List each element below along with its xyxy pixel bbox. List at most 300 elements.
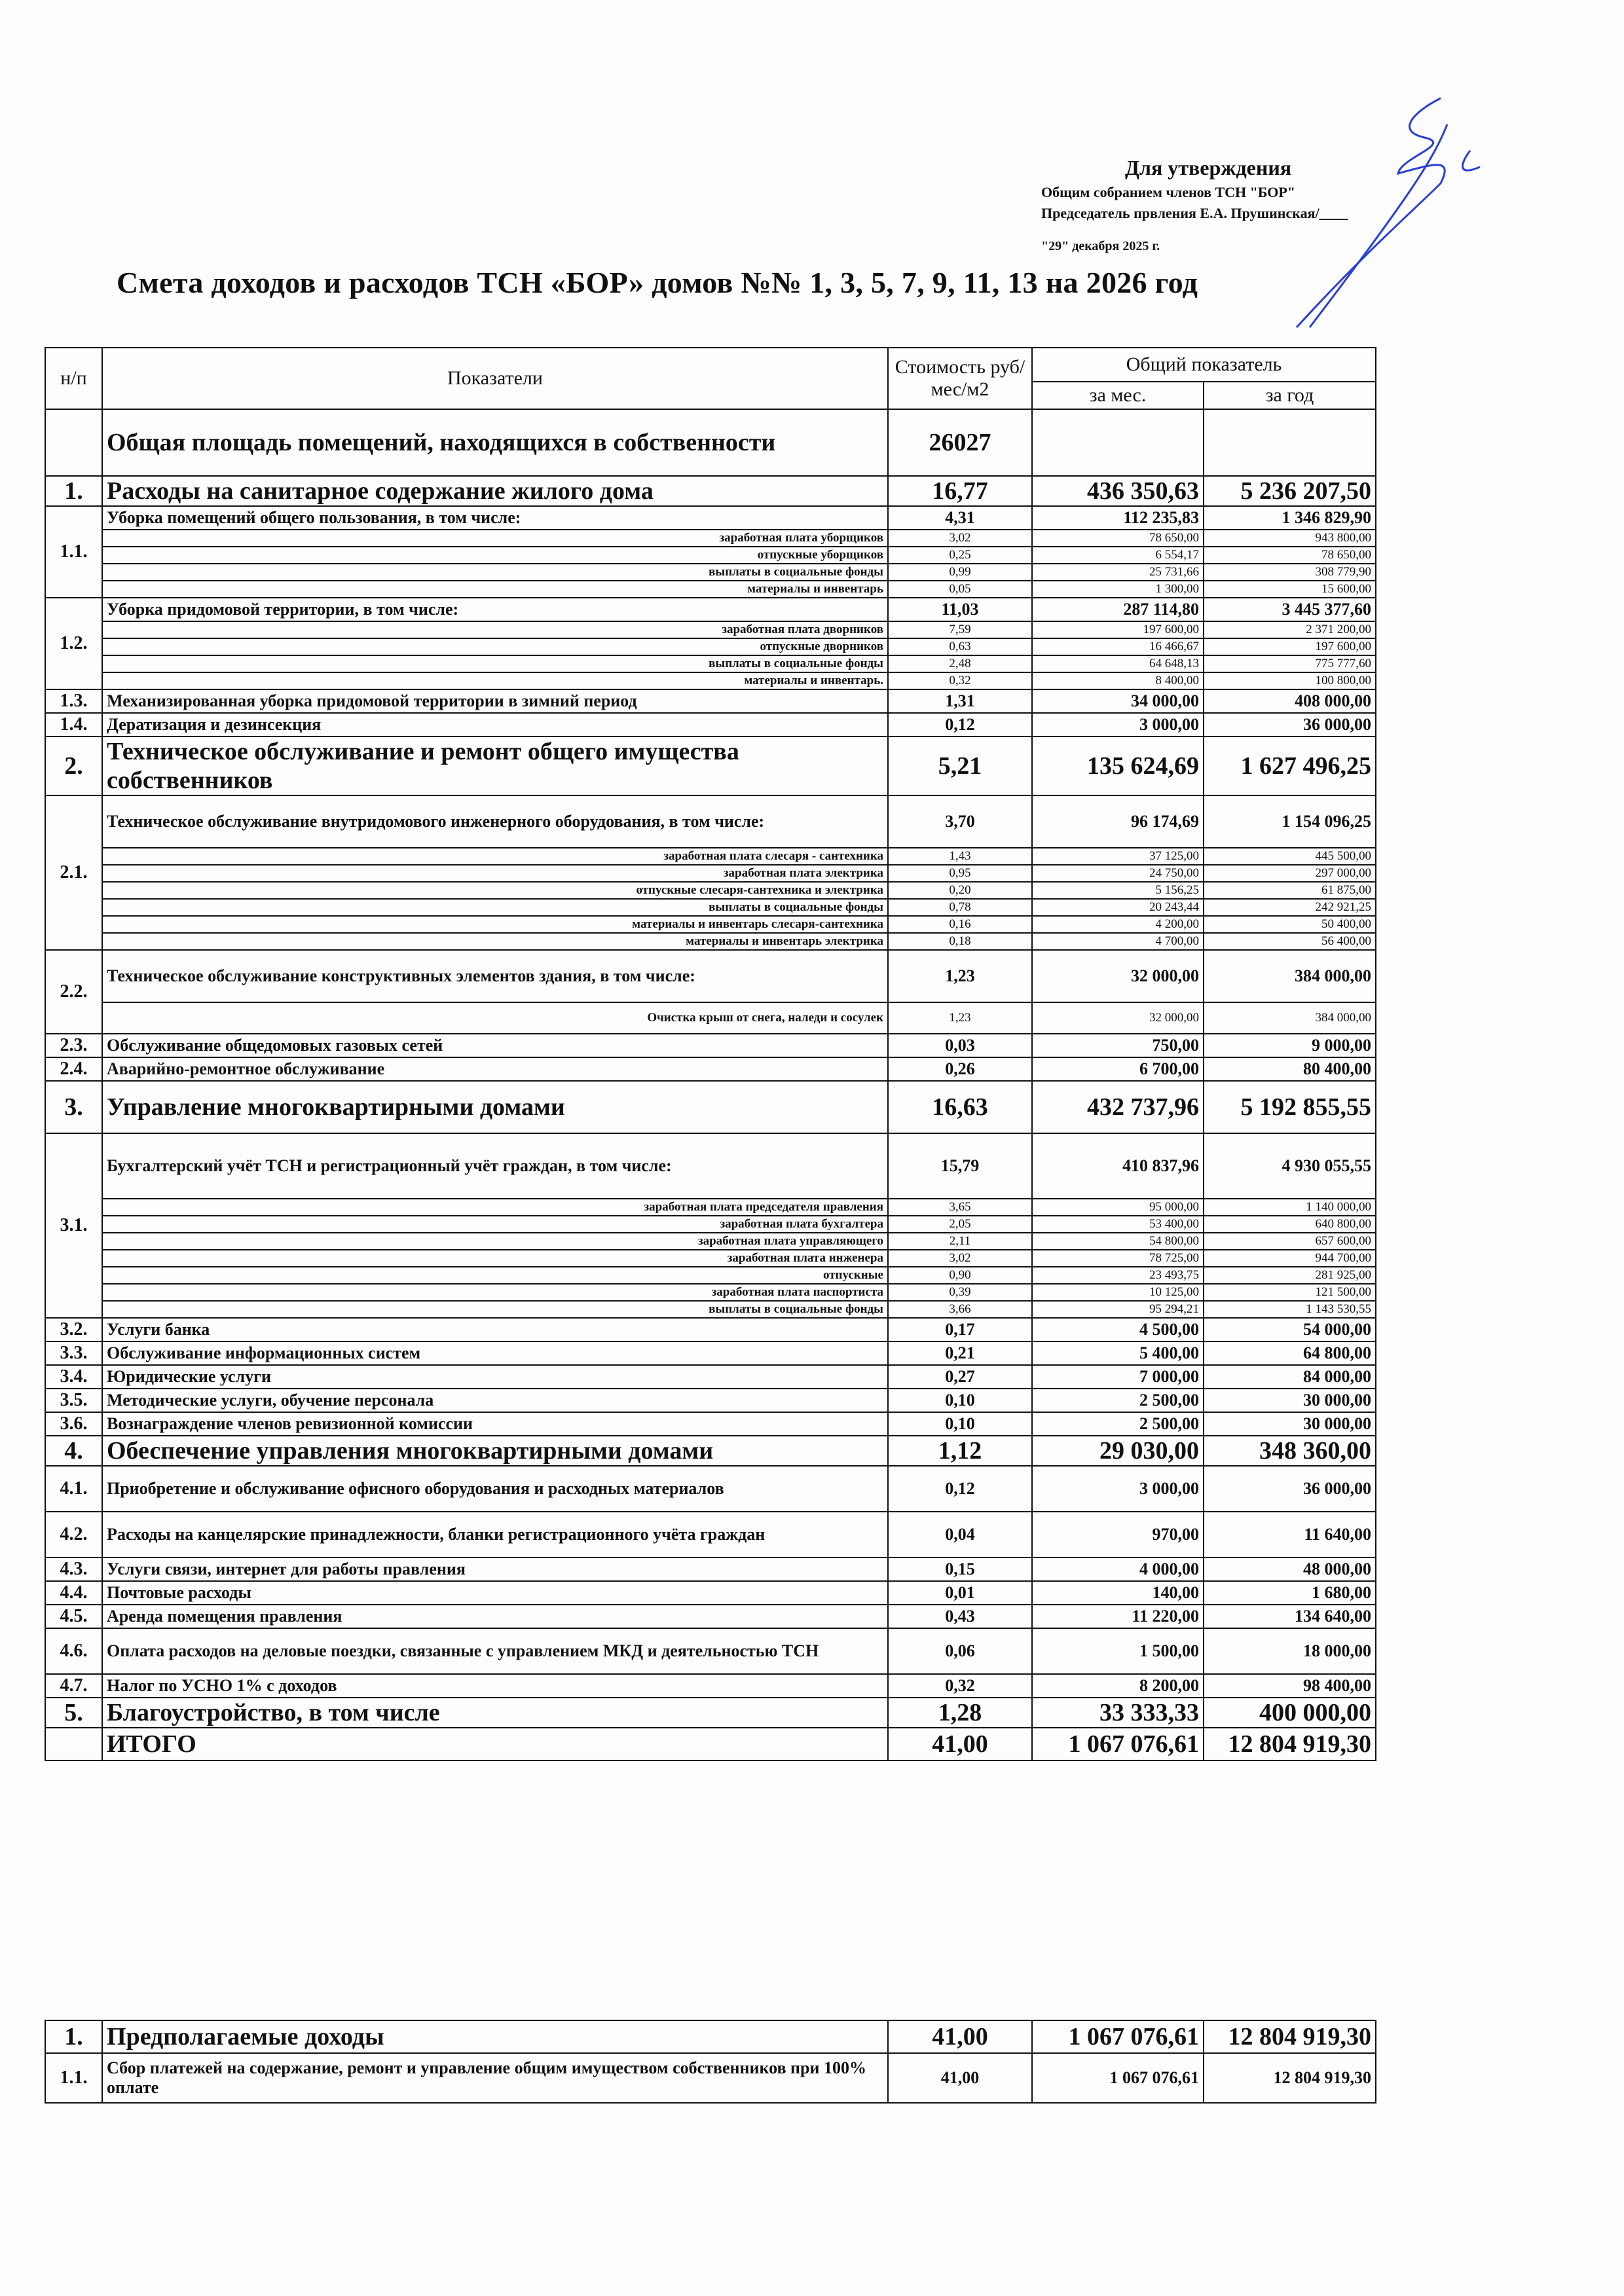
subrow-month: 53 400,00 <box>1032 1216 1204 1233</box>
subrow-year: 657 600,00 <box>1204 1233 1376 1250</box>
row-number: 4.1. <box>45 1466 102 1512</box>
subrow-year: 640 800,00 <box>1204 1216 1376 1233</box>
subrow-cost: 0,39 <box>888 1284 1032 1301</box>
row-year: 9 000,00 <box>1204 1034 1376 1057</box>
row-month: 96 174,69 <box>1032 795 1204 848</box>
row-month: 32 000,00 <box>1032 950 1204 1002</box>
row-year: 400 000,00 <box>1204 1698 1376 1728</box>
signature-icon <box>1283 85 1493 334</box>
table-row <box>45 1558 1376 1581</box>
table-row <box>45 1341 1376 1365</box>
income-row <box>45 2020 1376 2053</box>
row-month: 5 400,00 <box>1032 1341 1204 1365</box>
table-subrow <box>45 1216 1376 1233</box>
subrow-month: 25 731,66 <box>1032 564 1204 581</box>
row-label: Техническое обслуживание конструктивных элементов здания, в том числе: <box>102 950 888 1002</box>
approval-chairman: Председатель првления Е.А. Прушинская/____ <box>1041 205 1348 221</box>
row-month: 33 333,33 <box>1032 1698 1204 1728</box>
table-subrow <box>45 899 1376 916</box>
row-number: 1.1. <box>45 506 102 598</box>
subrow-month: 78 650,00 <box>1032 530 1204 547</box>
row-month: 4 000,00 <box>1032 1558 1204 1581</box>
row-number: 4.2. <box>45 1512 102 1558</box>
approval-date: "29" декабря 2025 г. <box>1041 239 1160 253</box>
row-cost: 1,23 <box>888 950 1032 1002</box>
row-label: Приобретение и обслуживание офисного оборудования и расходных материалов <box>102 1466 888 1512</box>
header-per-year: за год <box>1204 382 1376 409</box>
header-total: Общий показатель <box>1032 348 1376 382</box>
subrow-cost: 0,99 <box>888 564 1032 581</box>
subrow-label: заработная плата председателя правления <box>102 1199 888 1216</box>
subrow-year: 78 650,00 <box>1204 547 1376 564</box>
row-month: 432 737,96 <box>1032 1081 1204 1133</box>
table-subrow <box>45 933 1376 950</box>
table-header-row <box>45 348 1376 382</box>
row-label: Обслуживание информационных систем <box>102 1341 888 1365</box>
table-subrow <box>45 848 1376 865</box>
row-month: 750,00 <box>1032 1034 1204 1057</box>
table-subrow <box>45 882 1376 899</box>
table-row <box>45 950 1376 1002</box>
subrow-cost: 3,02 <box>888 1250 1032 1267</box>
subrow-year: 2 371 200,00 <box>1204 621 1376 638</box>
total-cost: 41,00 <box>888 1728 1032 1760</box>
income-year: 12 804 919,30 <box>1204 2020 1376 2053</box>
row-year: 80 400,00 <box>1204 1057 1376 1081</box>
row-number: 3.3. <box>45 1341 102 1365</box>
subrow-cost: 1,43 <box>888 848 1032 865</box>
row-number: 4.5. <box>45 1605 102 1628</box>
row-number: 1.3. <box>45 689 102 713</box>
subrow-label: отпускные слесаря-сантехника и электрика <box>102 882 888 899</box>
row-cost: 0,12 <box>888 1466 1032 1512</box>
row-year: 98 400,00 <box>1204 1674 1376 1698</box>
subrow-month: 32 000,00 <box>1032 1002 1204 1034</box>
header-num: н/п <box>45 348 102 409</box>
row-month: 1 500,00 <box>1032 1628 1204 1674</box>
row-cost: 15,79 <box>888 1133 1032 1199</box>
row-month: 112 235,83 <box>1032 506 1204 530</box>
row-label: Уборка помещений общего пользования, в том числе: <box>102 506 888 530</box>
row-year: 36 000,00 <box>1204 713 1376 737</box>
row-month: 2 500,00 <box>1032 1412 1204 1436</box>
row-month: 135 624,69 <box>1032 737 1204 795</box>
income-cost: 41,00 <box>888 2020 1032 2053</box>
subrow-month: 197 600,00 <box>1032 621 1204 638</box>
table-row <box>45 598 1376 621</box>
subrow-month: 78 725,00 <box>1032 1250 1204 1267</box>
subrow-year: 100 800,00 <box>1204 672 1376 689</box>
row-number: 2.3. <box>45 1034 102 1057</box>
income-table <box>45 2020 1376 2104</box>
table-subrow <box>45 1233 1376 1250</box>
table-row <box>45 1436 1376 1466</box>
row-year: 5 192 855,55 <box>1204 1081 1376 1133</box>
table-row <box>45 1318 1376 1341</box>
row-month: 410 837,96 <box>1032 1133 1204 1199</box>
row-month: 8 200,00 <box>1032 1674 1204 1698</box>
row-cost: 5,21 <box>888 737 1032 795</box>
total-empty <box>45 1728 102 1760</box>
table-row <box>45 1081 1376 1133</box>
row-label: Расходы на санитарное содержание жилого дома <box>102 476 888 506</box>
table-subrow <box>45 581 1376 598</box>
income-number: 1.1. <box>45 2053 102 2103</box>
table-row <box>45 795 1376 848</box>
row-label: Уборка придомовой территории, в том числе: <box>102 598 888 621</box>
row-number: 2.1. <box>45 795 102 950</box>
row-label: Механизированная уборка придомовой территории в зимний период <box>102 689 888 713</box>
table-row <box>45 1698 1376 1728</box>
subrow-cost: 0,32 <box>888 672 1032 689</box>
subrow-month: 10 125,00 <box>1032 1284 1204 1301</box>
row-number: 4.7. <box>45 1674 102 1698</box>
row-label: Услуги связи, интернет для работы правления <box>102 1558 888 1581</box>
row-label: Аренда помещения правления <box>102 1605 888 1628</box>
table-subrow <box>45 621 1376 638</box>
row-label: Методические услуги, обучение персонала <box>102 1389 888 1412</box>
row-cost: 0,10 <box>888 1389 1032 1412</box>
row-year: 5 236 207,50 <box>1204 476 1376 506</box>
subrow-cost: 0,05 <box>888 581 1032 598</box>
row-label: Юридические услуги <box>102 1365 888 1389</box>
table-row <box>45 1389 1376 1412</box>
row-month: 436 350,63 <box>1032 476 1204 506</box>
row-month: 970,00 <box>1032 1512 1204 1558</box>
row-label: Обслуживание общедомовых газовых сетей <box>102 1034 888 1057</box>
subrow-cost: 0,63 <box>888 638 1032 655</box>
subrow-year: 445 500,00 <box>1204 848 1376 865</box>
row-cost: 0,26 <box>888 1057 1032 1081</box>
subrow-month: 1 300,00 <box>1032 581 1204 598</box>
subrow-year: 281 925,00 <box>1204 1267 1376 1284</box>
table-row <box>45 1034 1376 1057</box>
header-per-month: за мес. <box>1032 382 1204 409</box>
row-number: 2.2. <box>45 950 102 1034</box>
row-cost: 4,31 <box>888 506 1032 530</box>
subrow-label: выплаты в социальные фонды <box>102 655 888 672</box>
row-cost: 1,31 <box>888 689 1032 713</box>
row-number: 2. <box>45 737 102 795</box>
subrow-cost: 0,25 <box>888 547 1032 564</box>
row-year: 30 000,00 <box>1204 1389 1376 1412</box>
header-indicators: Показатели <box>102 348 888 409</box>
income-number: 1. <box>45 2020 102 2053</box>
subrow-year: 943 800,00 <box>1204 530 1376 547</box>
approval-title: Для утверждения <box>1125 156 1292 179</box>
row-cost: 3,70 <box>888 795 1032 848</box>
subrow-month: 95 294,21 <box>1032 1301 1204 1318</box>
row-number: 4. <box>45 1436 102 1466</box>
row-label: Дератизация и дезинсекция <box>102 713 888 737</box>
row-month: 3 000,00 <box>1032 713 1204 737</box>
subrow-cost: 0,78 <box>888 899 1032 916</box>
table-row <box>45 1628 1376 1674</box>
row-cost: 11,03 <box>888 598 1032 621</box>
table-subrow <box>45 1301 1376 1318</box>
row-cost: 0,10 <box>888 1412 1032 1436</box>
table-row <box>45 1605 1376 1628</box>
subrow-year: 56 400,00 <box>1204 933 1376 950</box>
subrow-year: 50 400,00 <box>1204 916 1376 933</box>
subrow-label: заработная плата паспортиста <box>102 1284 888 1301</box>
table-subrow <box>45 672 1376 689</box>
subrow-year: 944 700,00 <box>1204 1250 1376 1267</box>
row-number: 4.3. <box>45 1558 102 1581</box>
table-subrow <box>45 655 1376 672</box>
row-label: Техническое обслуживание и ремонт общего имущества собственников <box>102 737 888 795</box>
row-cost: 0,15 <box>888 1558 1032 1581</box>
header-cost: Стоимость руб/мес/м2 <box>888 348 1032 409</box>
row-year: 4 930 055,55 <box>1204 1133 1376 1199</box>
row-cost: 1,12 <box>888 1436 1032 1466</box>
expense-table <box>45 347 1376 1761</box>
subrow-month: 95 000,00 <box>1032 1199 1204 1216</box>
table-subrow <box>45 1267 1376 1284</box>
row-month: 7 000,00 <box>1032 1365 1204 1389</box>
table-row <box>45 1412 1376 1436</box>
row-year: 348 360,00 <box>1204 1436 1376 1466</box>
subrow-cost: 2,05 <box>888 1216 1032 1233</box>
subrow-label: материалы и инвентарь электрика <box>102 933 888 950</box>
row-cost: 0,12 <box>888 713 1032 737</box>
subrow-label: отпускные дворников <box>102 638 888 655</box>
row-month: 11 220,00 <box>1032 1605 1204 1628</box>
subrow-label: заработная плата электрика <box>102 865 888 882</box>
subrow-cost: 2,11 <box>888 1233 1032 1250</box>
subrow-cost: 0,95 <box>888 865 1032 882</box>
row-year: 408 000,00 <box>1204 689 1376 713</box>
subrow-month: 6 554,17 <box>1032 547 1204 564</box>
table-subrow <box>45 1284 1376 1301</box>
table-row <box>45 1674 1376 1698</box>
row-cost: 0,27 <box>888 1365 1032 1389</box>
subrow-cost: 7,59 <box>888 621 1032 638</box>
row-month: 3 000,00 <box>1032 1466 1204 1512</box>
row-cost: 0,21 <box>888 1341 1032 1365</box>
subrow-year: 297 000,00 <box>1204 865 1376 882</box>
income-cost: 41,00 <box>888 2053 1032 2103</box>
subrow-label: заработная плата уборщиков <box>102 530 888 547</box>
income-year: 12 804 919,30 <box>1204 2053 1376 2103</box>
subrow-cost: 2,48 <box>888 655 1032 672</box>
row-year: 384 000,00 <box>1204 950 1376 1002</box>
area-value: 26027 <box>888 409 1032 476</box>
row-year: 134 640,00 <box>1204 1605 1376 1628</box>
row-month: 2 500,00 <box>1032 1389 1204 1412</box>
subrow-cost: 3,66 <box>888 1301 1032 1318</box>
row-label: Вознаграждение членов ревизионной комиссии <box>102 1412 888 1436</box>
row-number: 3.5. <box>45 1389 102 1412</box>
subrow-cost: 3,65 <box>888 1199 1032 1216</box>
row-cost: 0,06 <box>888 1628 1032 1674</box>
row-year: 36 000,00 <box>1204 1466 1376 1512</box>
row-label: Услуги банка <box>102 1318 888 1341</box>
subrow-cost: 1,23 <box>888 1002 1032 1034</box>
row-number: 1.2. <box>45 598 102 689</box>
subrow-cost: 3,02 <box>888 530 1032 547</box>
table-row <box>45 476 1376 506</box>
row-cost: 0,01 <box>888 1581 1032 1605</box>
table-subrow <box>45 547 1376 564</box>
row-year: 1 154 096,25 <box>1204 795 1376 848</box>
approval-assembly: Общим собранием членов ТСН "БОР" <box>1041 184 1296 200</box>
row-label: Почтовые расходы <box>102 1581 888 1605</box>
document-title: Смета доходов и расходов ТСН «БОР» домов №№ 1, 3, 5, 7, 9, 11, 13 на 2026 год <box>117 266 1198 299</box>
row-number: 3.6. <box>45 1412 102 1436</box>
row-cost: 0,03 <box>888 1034 1032 1057</box>
row-month: 4 500,00 <box>1032 1318 1204 1341</box>
table-subrow <box>45 564 1376 581</box>
subrow-cost: 0,16 <box>888 916 1032 933</box>
total-year: 12 804 919,30 <box>1204 1728 1376 1760</box>
subrow-month: 16 466,67 <box>1032 638 1204 655</box>
subrow-label: заработная плата дворников <box>102 621 888 638</box>
total-row <box>45 1728 1376 1760</box>
row-year: 84 000,00 <box>1204 1365 1376 1389</box>
table-subrow <box>45 1199 1376 1216</box>
row-year: 64 800,00 <box>1204 1341 1376 1365</box>
area-label: Общая площадь помещений, находящихся в собственности <box>102 409 888 476</box>
row-label: Обеспечение управления многоквартирными домами <box>102 1436 888 1466</box>
subrow-label: заработная плата управляющего <box>102 1233 888 1250</box>
subrow-year: 384 000,00 <box>1204 1002 1376 1034</box>
row-year: 11 640,00 <box>1204 1512 1376 1558</box>
row-year: 1 680,00 <box>1204 1581 1376 1605</box>
row-number: 1. <box>45 476 102 506</box>
subrow-year: 1 140 000,00 <box>1204 1199 1376 1216</box>
subrow-month: 20 243,44 <box>1032 899 1204 916</box>
income-label: Предполагаемые доходы <box>102 2020 888 2053</box>
subrow-year: 1 143 530,55 <box>1204 1301 1376 1318</box>
row-label: Оплата расходов на деловые поездки, связанные с управлением МКД и деятельностью ТСН <box>102 1628 888 1674</box>
row-number: 4.6. <box>45 1628 102 1674</box>
table-row <box>45 506 1376 530</box>
table-row <box>45 689 1376 713</box>
subrow-label: заработная плата инженера <box>102 1250 888 1267</box>
row-number: 3.4. <box>45 1365 102 1389</box>
row-cost: 0,04 <box>888 1512 1032 1558</box>
row-year: 54 000,00 <box>1204 1318 1376 1341</box>
subrow-cost: 0,20 <box>888 882 1032 899</box>
table-subrow <box>45 530 1376 547</box>
row-cost: 0,32 <box>888 1674 1032 1698</box>
subrow-year: 197 600,00 <box>1204 638 1376 655</box>
subrow-month: 8 400,00 <box>1032 672 1204 689</box>
row-label: Благоустройство, в том числе <box>102 1698 888 1728</box>
row-label: Расходы на канцелярские принадлежности, бланки регистрационного учёта граждан <box>102 1512 888 1558</box>
subrow-label: материалы и инвентарь <box>102 581 888 598</box>
subrow-month: 24 750,00 <box>1032 865 1204 882</box>
table-row <box>45 1057 1376 1081</box>
row-year: 3 445 377,60 <box>1204 598 1376 621</box>
row-number: 3. <box>45 1081 102 1133</box>
table-row <box>45 1365 1376 1389</box>
income-month: 1 067 076,61 <box>1032 2053 1204 2103</box>
table-subrow <box>45 916 1376 933</box>
table-row <box>45 1466 1376 1512</box>
row-month: 34 000,00 <box>1032 689 1204 713</box>
row-number: 1.4. <box>45 713 102 737</box>
row-cost: 0,43 <box>888 1605 1032 1628</box>
area-row <box>45 409 1376 476</box>
row-year: 48 000,00 <box>1204 1558 1376 1581</box>
table-row <box>45 713 1376 737</box>
table-row <box>45 1133 1376 1199</box>
subrow-month: 37 125,00 <box>1032 848 1204 865</box>
row-number: 4.4. <box>45 1581 102 1605</box>
subrow-month: 4 200,00 <box>1032 916 1204 933</box>
subrow-label: Очистка крыш от снега, наледи и сосулек <box>102 1002 888 1034</box>
subrow-label: отпускные уборщиков <box>102 547 888 564</box>
subrow-year: 775 777,60 <box>1204 655 1376 672</box>
table-row <box>45 737 1376 795</box>
row-year: 1 627 496,25 <box>1204 737 1376 795</box>
row-label: Аварийно-ремонтное обслуживание <box>102 1057 888 1081</box>
row-cost: 16,63 <box>888 1081 1032 1133</box>
subrow-month: 64 648,13 <box>1032 655 1204 672</box>
income-month: 1 067 076,61 <box>1032 2020 1204 2053</box>
row-label: Бухгалтерский учёт ТСН и регистрационный учёт граждан, в том числе: <box>102 1133 888 1199</box>
subrow-label: заработная плата слесаря - сантехника <box>102 848 888 865</box>
row-cost: 1,28 <box>888 1698 1032 1728</box>
subrow-label: отпускные <box>102 1267 888 1284</box>
table-subrow <box>45 1250 1376 1267</box>
row-year: 18 000,00 <box>1204 1628 1376 1674</box>
row-label: Управление многоквартирными домами <box>102 1081 888 1133</box>
row-cost: 0,17 <box>888 1318 1032 1341</box>
subrow-year: 15 600,00 <box>1204 581 1376 598</box>
row-month: 140,00 <box>1032 1581 1204 1605</box>
table-subrow <box>45 1002 1376 1034</box>
subrow-month: 54 800,00 <box>1032 1233 1204 1250</box>
subrow-month: 23 493,75 <box>1032 1267 1204 1284</box>
subrow-label: выплаты в социальные фонды <box>102 899 888 916</box>
row-number: 3.1. <box>45 1133 102 1318</box>
subrow-label: выплаты в социальные фонды <box>102 1301 888 1318</box>
table-row <box>45 1512 1376 1558</box>
subrow-label: выплаты в социальные фонды <box>102 564 888 581</box>
subrow-label: материалы и инвентарь. <box>102 672 888 689</box>
row-number: 2.4. <box>45 1057 102 1081</box>
subrow-year: 308 779,90 <box>1204 564 1376 581</box>
row-month: 287 114,80 <box>1032 598 1204 621</box>
row-month: 6 700,00 <box>1032 1057 1204 1081</box>
table-row <box>45 1581 1376 1605</box>
table-subrow <box>45 638 1376 655</box>
subrow-year: 121 500,00 <box>1204 1284 1376 1301</box>
total-label: ИТОГО <box>102 1728 888 1760</box>
row-cost: 16,77 <box>888 476 1032 506</box>
row-number: 3.2. <box>45 1318 102 1341</box>
income-row <box>45 2053 1376 2103</box>
subrow-month: 4 700,00 <box>1032 933 1204 950</box>
row-year: 30 000,00 <box>1204 1412 1376 1436</box>
row-label: Техническое обслуживание внутридомового инженерного оборудования, в том числе: <box>102 795 888 848</box>
subrow-year: 242 921,25 <box>1204 899 1376 916</box>
table-subrow <box>45 865 1376 882</box>
row-month: 29 030,00 <box>1032 1436 1204 1466</box>
subrow-year: 61 875,00 <box>1204 882 1376 899</box>
row-year: 1 346 829,90 <box>1204 506 1376 530</box>
subrow-cost: 0,90 <box>888 1267 1032 1284</box>
total-month: 1 067 076,61 <box>1032 1728 1204 1760</box>
subrow-label: заработная плата бухгалтера <box>102 1216 888 1233</box>
row-label: Налог по УСНО 1% с доходов <box>102 1674 888 1698</box>
subrow-month: 5 156,25 <box>1032 882 1204 899</box>
subrow-label: материалы и инвентарь слесаря-сантехника <box>102 916 888 933</box>
row-number: 5. <box>45 1698 102 1728</box>
